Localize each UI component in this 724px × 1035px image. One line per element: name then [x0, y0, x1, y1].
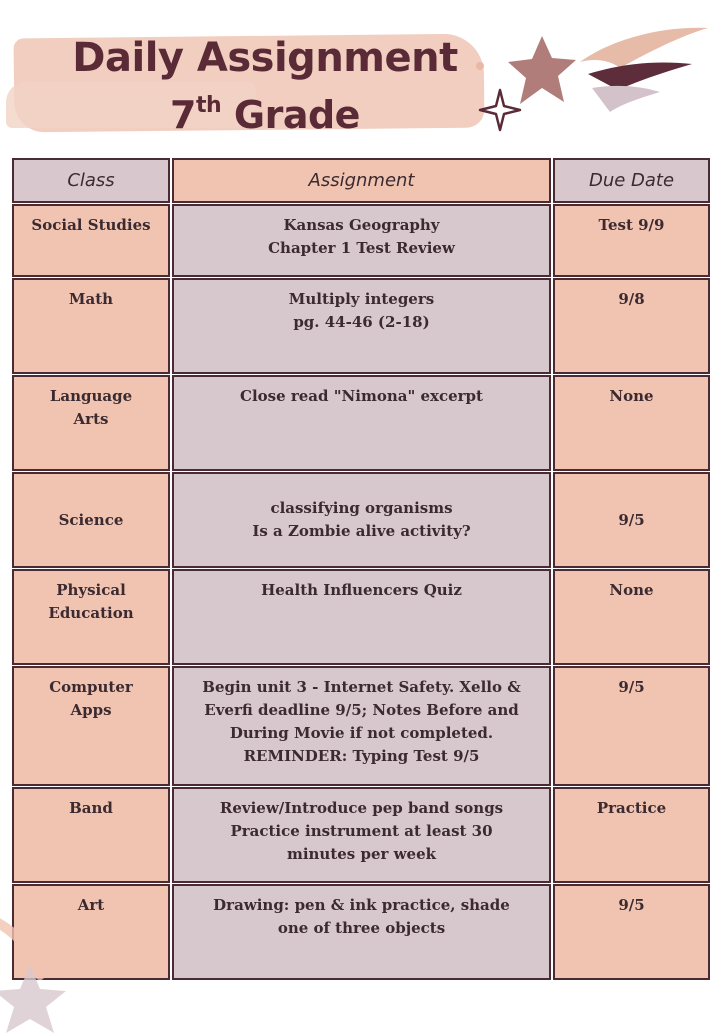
- due-text: 9/5: [618, 510, 645, 529]
- assignment-cell: [172, 278, 551, 374]
- class-text: Arts: [73, 410, 109, 428]
- assignment-text: Begin unit 3 - Internet Safety. Xello &: [202, 678, 521, 696]
- assignment-cell: [172, 666, 551, 786]
- column-header-assignment: Assignment: [172, 158, 551, 203]
- due-text: 9/5: [618, 896, 645, 914]
- assignment-text: Multiply integers: [288, 290, 435, 308]
- assignment-text: classifying organisms: [270, 499, 453, 517]
- due-text: 9/8: [618, 290, 645, 308]
- assignment-cell: [172, 569, 551, 665]
- due-date-cell: [553, 472, 710, 568]
- table-row: [12, 375, 710, 472]
- class-text: Physical: [56, 581, 126, 599]
- table-row: [12, 472, 710, 569]
- class-cell: [12, 204, 170, 277]
- assignment-cell: [172, 787, 551, 883]
- assignment-text: Close read "Nimona" excerpt: [240, 387, 483, 405]
- assignment-cell: [172, 375, 551, 471]
- assignment-cell: [172, 472, 551, 568]
- class-text: Apps: [70, 701, 112, 719]
- due-date-cell: [553, 204, 710, 277]
- table-row: [12, 787, 710, 884]
- due-text: None: [609, 581, 654, 599]
- class-text: Art: [77, 896, 105, 914]
- page-title: [0, 34, 530, 139]
- assignment-text: Practice instrument at least 30: [230, 822, 493, 840]
- header: [0, 0, 724, 150]
- class-cell: [12, 472, 170, 568]
- table-row: [12, 884, 710, 981]
- due-date-cell: [553, 569, 710, 665]
- table-row: [12, 278, 710, 375]
- assignment-text: Everfi deadline 9/5; Notes Before and: [204, 701, 519, 719]
- class-text: Band: [69, 799, 113, 817]
- class-text: Education: [48, 604, 134, 622]
- corner-star-decoration-icon: [0, 905, 110, 1035]
- due-date-cell: [553, 278, 710, 374]
- assignment-text: Chapter 1 Test Review: [268, 239, 455, 257]
- assignment-text: REMINDER: Typing Test 9/5: [243, 747, 480, 765]
- table-row: [12, 204, 710, 278]
- assignment-text: Kansas Geography: [283, 216, 440, 234]
- class-cell: [12, 569, 170, 665]
- class-cell: [12, 375, 170, 471]
- due-date-cell: [553, 666, 710, 786]
- assignment-text: Review/Introduce pep band songs: [219, 799, 504, 817]
- assignment-text: Health Influencers Quiz: [261, 581, 462, 599]
- class-text: Social Studies: [31, 216, 151, 234]
- class-cell: [12, 666, 170, 786]
- assignment-table: [12, 158, 710, 981]
- assignment-text: pg. 44-46 (2-18): [293, 313, 430, 331]
- assignment-text: Drawing: pen & ink practice, shade: [213, 896, 510, 914]
- class-text: Math: [68, 290, 114, 308]
- column-header-class: Class: [12, 158, 170, 203]
- due-date-cell: [553, 787, 710, 883]
- grade-word: Grade: [233, 93, 360, 137]
- table-row: [12, 569, 710, 666]
- due-text: 9/5: [618, 678, 645, 696]
- due-text: None: [609, 387, 654, 405]
- due-date-cell: [553, 375, 710, 471]
- title-line-1: Daily Assignment: [72, 35, 458, 81]
- assignment-text: minutes per week: [286, 845, 437, 863]
- assignment-cell: [172, 204, 551, 277]
- grade-number: 7: [170, 93, 196, 137]
- due-text: Practice: [596, 799, 667, 817]
- class-text: Language: [49, 387, 133, 405]
- table-row: [12, 666, 710, 787]
- assignment-text: During Movie if not completed.: [229, 724, 494, 742]
- class-cell: [12, 787, 170, 883]
- class-cell: [12, 278, 170, 374]
- grade-suffix: th: [195, 93, 222, 118]
- title-line-2: [0, 82, 530, 139]
- assignment-cell: [172, 884, 551, 980]
- class-text: Computer: [49, 678, 133, 696]
- assignment-text: Is a Zombie alive activity?: [252, 522, 471, 540]
- due-date-cell: [553, 884, 710, 980]
- table-header-row: [12, 158, 710, 204]
- shooting-star-icon: [470, 14, 720, 144]
- assignment-text: one of three objects: [277, 919, 446, 937]
- due-text: Test 9/9: [598, 216, 665, 234]
- column-header-due-date: Due Date: [553, 158, 710, 203]
- class-text: Science: [58, 510, 124, 529]
